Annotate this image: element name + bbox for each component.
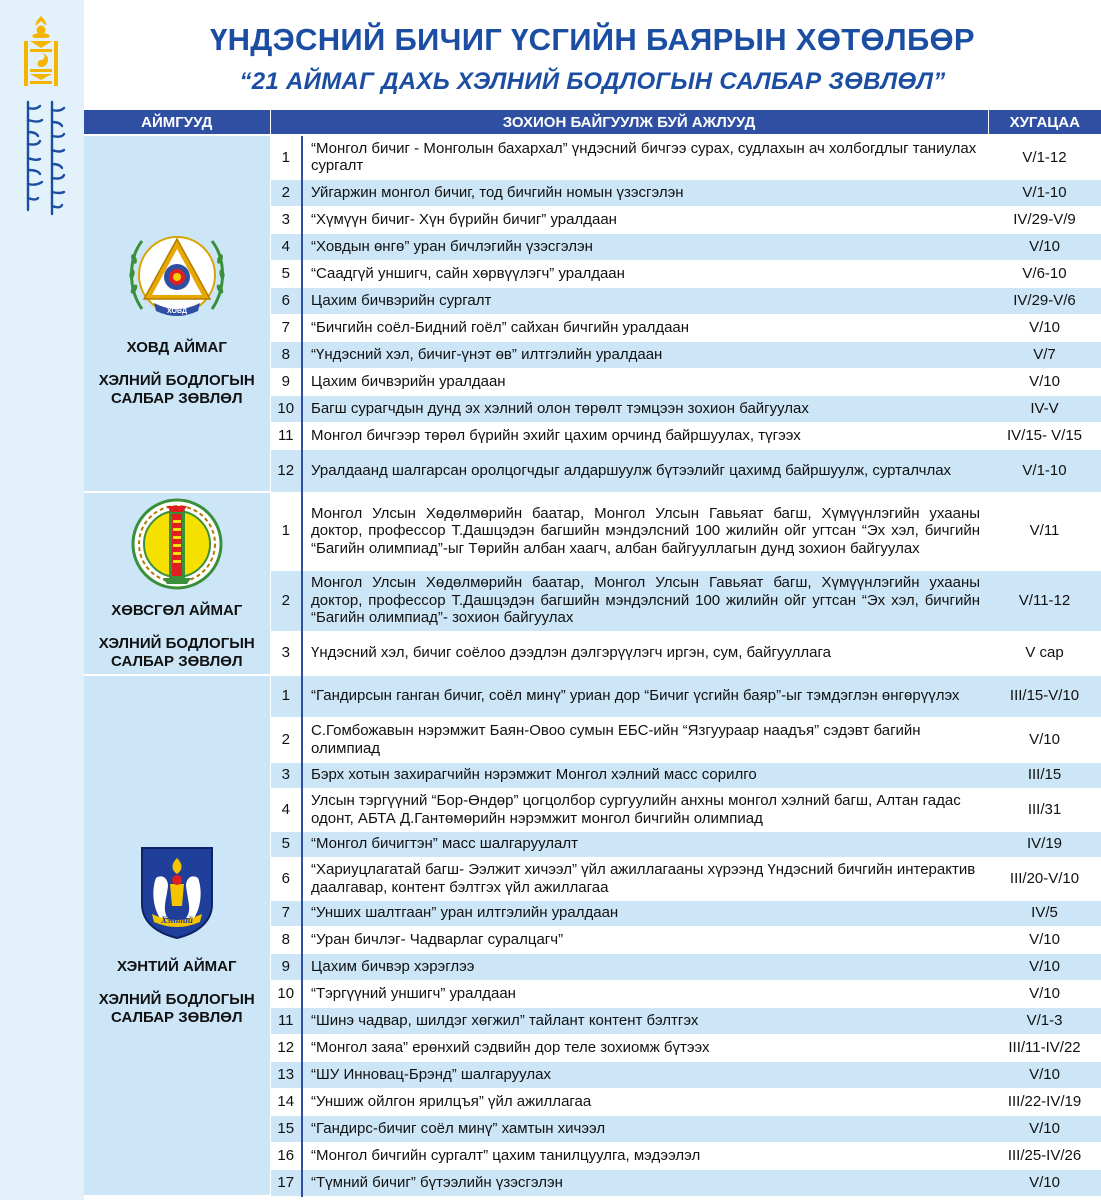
row-number: 3 xyxy=(270,631,302,675)
row-activity: “ШУ Инновац-Брэнд” шалгаруулах xyxy=(302,1061,988,1088)
row-activity: “Хариуцлагатай багш- Ээлжит хичээл” үйл ажиллагааны хүрээнд Үндэсний бичгийн интерактив даалгавар, контент бэлтгэх үйл ажиллагаа xyxy=(302,857,988,900)
row-date: III/22-IV/19 xyxy=(988,1088,1101,1115)
row-number: 5 xyxy=(270,260,302,287)
row-activity: Монгол Улсын Хөдөлмөрийн баатар, Монгол Улсын Гавьяат багш, Хүмүүнлэгийн ухааны доктор, профессор Т.Дашцэдэн багшийн мэндэлсний 100 жилийн ойг угтсан “Эх хэл, бичгийн “Багийн олимпиад”-ыг Төрийн албан хаагч, албан байгууллагын дунд зохион байгуулах xyxy=(302,492,988,570)
row-date: IV-V xyxy=(988,395,1101,422)
row-number: 4 xyxy=(270,788,302,831)
row-date: V/1-10 xyxy=(988,449,1101,492)
row-number: 10 xyxy=(270,980,302,1007)
row-date: V/10 xyxy=(988,233,1101,260)
row-number: 1 xyxy=(270,675,302,717)
row-number: 8 xyxy=(270,341,302,368)
table-header-row xyxy=(84,110,1101,135)
row-number: 17 xyxy=(270,1169,302,1196)
row-number: 2 xyxy=(270,570,302,631)
row-activity: “Саадгүй уншигч, сайн хөрвүүлэгч” уралдаан xyxy=(302,260,988,287)
header-duration: ХУГАЦАА xyxy=(988,110,1101,135)
row-date: IV/19 xyxy=(988,831,1101,857)
aimag-name: ХӨВСГӨЛ АЙМАГ xyxy=(111,601,243,619)
aimag-council: ХЭЛНИЙ БОДЛОГЫН САЛБАР ЗӨВЛӨЛ xyxy=(98,635,255,671)
row-date: V/10 xyxy=(988,1169,1101,1196)
row-activity: “Монгол бичиг - Монголын бахархал” үндэсний бичгээ сурах, судлахын ач холбогдлыг таниулах сургалт xyxy=(302,135,988,179)
row-activity: “Гандирсын ганган бичиг, соёл минү” уриан дор “Бичиг үсгийн баяр”-ыг тэмдэглэн өнгөрүүлэх xyxy=(302,675,988,717)
row-date: IV/5 xyxy=(988,900,1101,926)
row-date: V/10 xyxy=(988,1061,1101,1088)
row-activity: “Түмний бичиг” бүтээлийн үзэсгэлэн xyxy=(302,1169,988,1196)
aimag-council: ХЭЛНИЙ БОДЛОГЫН САЛБАР ЗӨВЛӨЛ xyxy=(98,372,255,408)
row-number: 9 xyxy=(270,953,302,980)
row-date: IV/15- V/15 xyxy=(988,422,1101,449)
khentii-emblem-icon xyxy=(138,844,216,940)
row-date: V/11-12 xyxy=(988,570,1101,631)
row-date: V сар xyxy=(988,631,1101,675)
row-activity: Бэрх хотын захирагчийн нэрэмжит Монгол хэлний масс сорилго xyxy=(302,762,988,788)
row-date: III/25-IV/26 xyxy=(988,1142,1101,1169)
aimag-cell-khuvsgul xyxy=(84,492,270,675)
row-date: V/10 xyxy=(988,314,1101,341)
table-row xyxy=(84,675,1101,717)
row-activity: “Бичгийн соёл-Бидний гоёл” сайхан бичгийн уралдаан xyxy=(302,314,988,341)
row-activity: “Ховдын өнгө” уран бичлэгийн үзэсгэлэн xyxy=(302,233,988,260)
mongolian-script-icon xyxy=(8,98,76,218)
row-activity: “Үндэсний хэл, бичиг-үнэт өв” илтгэлийн уралдаан xyxy=(302,341,988,368)
khovd-emblem-text: ХОВД xyxy=(166,307,187,315)
row-activity: Багш сурагчдын дунд эх хэлний олон төрөлт тэмцээн зохион байгуулах xyxy=(302,395,988,422)
row-date: V/10 xyxy=(988,953,1101,980)
row-activity: Цахим бичвэрийн сургалт xyxy=(302,287,988,314)
soyombo-icon xyxy=(20,14,62,90)
row-activity: “Уншиж ойлгон ярилцъя” үйл ажиллагаа xyxy=(302,1088,988,1115)
row-number: 12 xyxy=(270,449,302,492)
row-activity: “Монгол бичгийн сургалт” цахим танилцуулга, мэдээлэл xyxy=(302,1142,988,1169)
table-row xyxy=(84,135,1101,179)
row-date: IV/29-V/6 xyxy=(988,287,1101,314)
row-date: V/1-12 xyxy=(988,135,1101,179)
row-activity: “Гандирс-бичиг соёл минү” хамтын хичээл xyxy=(302,1115,988,1142)
row-number: 7 xyxy=(270,314,302,341)
row-activity: “Шинэ чадвар, шилдэг хөгжил” тайлант контент бэлтгэх xyxy=(302,1007,988,1034)
khuvsgul-emblem-icon xyxy=(127,496,227,592)
row-activity: Монгол Улсын Хөдөлмөрийн баатар, Монгол Улсын Гавьяат багш, Хүмүүнлэгийн ухааны доктор, профессор Т.Дашцэдэн багшийн мэндэлсний 100 жилийн ойг угтсан “Эх хэл, бичгийн “Багийн олимпиад”- зохион байгуулах xyxy=(302,570,988,631)
row-number: 16 xyxy=(270,1142,302,1169)
row-activity: С.Гомбожавын нэрэмжит Баян-Овоо сумын ЕБС-ийн “Язгуураар наадъя” сэдэвт багийн олимпиад xyxy=(302,717,988,762)
table-row xyxy=(84,492,1101,570)
row-number: 2 xyxy=(270,717,302,762)
khentii-emblem-text: Хэнтий xyxy=(160,914,193,925)
row-number: 1 xyxy=(270,135,302,179)
row-number: 14 xyxy=(270,1088,302,1115)
row-number: 6 xyxy=(270,857,302,900)
row-activity: “Уран бичлэг- Чадварлаг суралцагч” xyxy=(302,926,988,953)
row-activity: Цахим бичвэр хэрэглээ xyxy=(302,953,988,980)
row-activity: Улсын тэргүүний “Бор-Өндөр” цогцолбор сургуулийн анхны монгол хэлний багш, Алтан гадас одонт, АБТА Д.Гантөмөрийн нэрэмжит монгол бичгийн олимпиад xyxy=(302,788,988,831)
row-activity: Уралдаанд шалгарсан оролцогчдыг алдаршуулж бүтээлийг цахимд байршуулж, сурталчлах xyxy=(302,449,988,492)
row-date: V/1-3 xyxy=(988,1007,1101,1034)
row-number: 3 xyxy=(270,206,302,233)
row-number: 1 xyxy=(270,492,302,570)
side-strip xyxy=(0,0,84,1200)
row-date: V/10 xyxy=(988,926,1101,953)
row-activity: “Монгол бичигтэн” масс шалгаруулалт xyxy=(302,831,988,857)
row-number: 13 xyxy=(270,1061,302,1088)
program-table xyxy=(84,110,1101,1197)
row-date: V/10 xyxy=(988,980,1101,1007)
row-number: 5 xyxy=(270,831,302,857)
header-aimag: АЙМГУУД xyxy=(84,110,270,135)
row-number: 7 xyxy=(270,900,302,926)
aimag-cell-khentii xyxy=(84,675,270,1196)
row-number: 10 xyxy=(270,395,302,422)
row-number: 8 xyxy=(270,926,302,953)
row-number: 11 xyxy=(270,1007,302,1034)
row-date: III/15 xyxy=(988,762,1101,788)
page-subtitle: “21 АЙМАГ ДАХЬ ХЭЛНИЙ БОДЛОГЫН САЛБАР ЗӨВЛӨЛ” xyxy=(239,68,946,95)
row-activity: Үндэсний хэл, бичиг соёлоо дээдлэн дэлгэрүүлэгч иргэн, сум, байгууллага xyxy=(302,631,988,675)
row-number: 4 xyxy=(270,233,302,260)
row-number: 12 xyxy=(270,1034,302,1061)
header-activities: ЗОХИОН БАЙГУУЛЖ БУЙ АЖЛУУД xyxy=(270,110,988,135)
row-activity: Уйгаржин монгол бичиг, тод бичгийн номын үзэсгэлэн xyxy=(302,179,988,206)
row-date: V/1-10 xyxy=(988,179,1101,206)
aimag-name: ХОВД АЙМАГ xyxy=(126,338,227,356)
row-date: V/7 xyxy=(988,341,1101,368)
row-number: 11 xyxy=(270,422,302,449)
row-date: III/20-V/10 xyxy=(988,857,1101,900)
row-date: III/11-IV/22 xyxy=(988,1034,1101,1061)
row-date: V/10 xyxy=(988,368,1101,395)
row-date: V/6-10 xyxy=(988,260,1101,287)
row-activity: “Хүмүүн бичиг- Хүн бүрийн бичиг” уралдаан xyxy=(302,206,988,233)
row-number: 15 xyxy=(270,1115,302,1142)
page-title: ҮНДЭСНИЙ БИЧИГ ҮСГИЙН БАЯРЫН ХӨТӨЛБӨР xyxy=(210,22,975,57)
row-date: III/15-V/10 xyxy=(988,675,1101,717)
row-date: V/10 xyxy=(988,717,1101,762)
row-number: 6 xyxy=(270,287,302,314)
row-date: V/11 xyxy=(988,492,1101,570)
row-number: 3 xyxy=(270,762,302,788)
row-activity: “Монгол заяа” ерөнхий сэдвийн дор теле зохиомж бүтээх xyxy=(302,1034,988,1061)
row-number: 9 xyxy=(270,368,302,395)
row-date: V/10 xyxy=(988,1115,1101,1142)
aimag-name: ХЭНТИЙ АЙМАГ xyxy=(117,957,237,975)
row-activity: “Унших шалтгаан” уран илтгэлийн уралдаан xyxy=(302,900,988,926)
row-number: 2 xyxy=(270,179,302,206)
row-activity: Цахим бичвэрийн уралдаан xyxy=(302,368,988,395)
row-date: IV/29-V/9 xyxy=(988,206,1101,233)
row-activity: Монгол бичгээр төрөл бүрийн эхийг цахим орчинд байршуулах, түгээх xyxy=(302,422,988,449)
khovd-emblem-icon xyxy=(122,219,232,329)
aimag-cell-khovd xyxy=(84,135,270,492)
row-date: III/31 xyxy=(988,788,1101,831)
row-activity: “Тэргүүний уншигч” уралдаан xyxy=(302,980,988,1007)
aimag-council: ХЭЛНИЙ БОДЛОГЫН САЛБАР ЗӨВЛӨЛ xyxy=(98,991,255,1027)
